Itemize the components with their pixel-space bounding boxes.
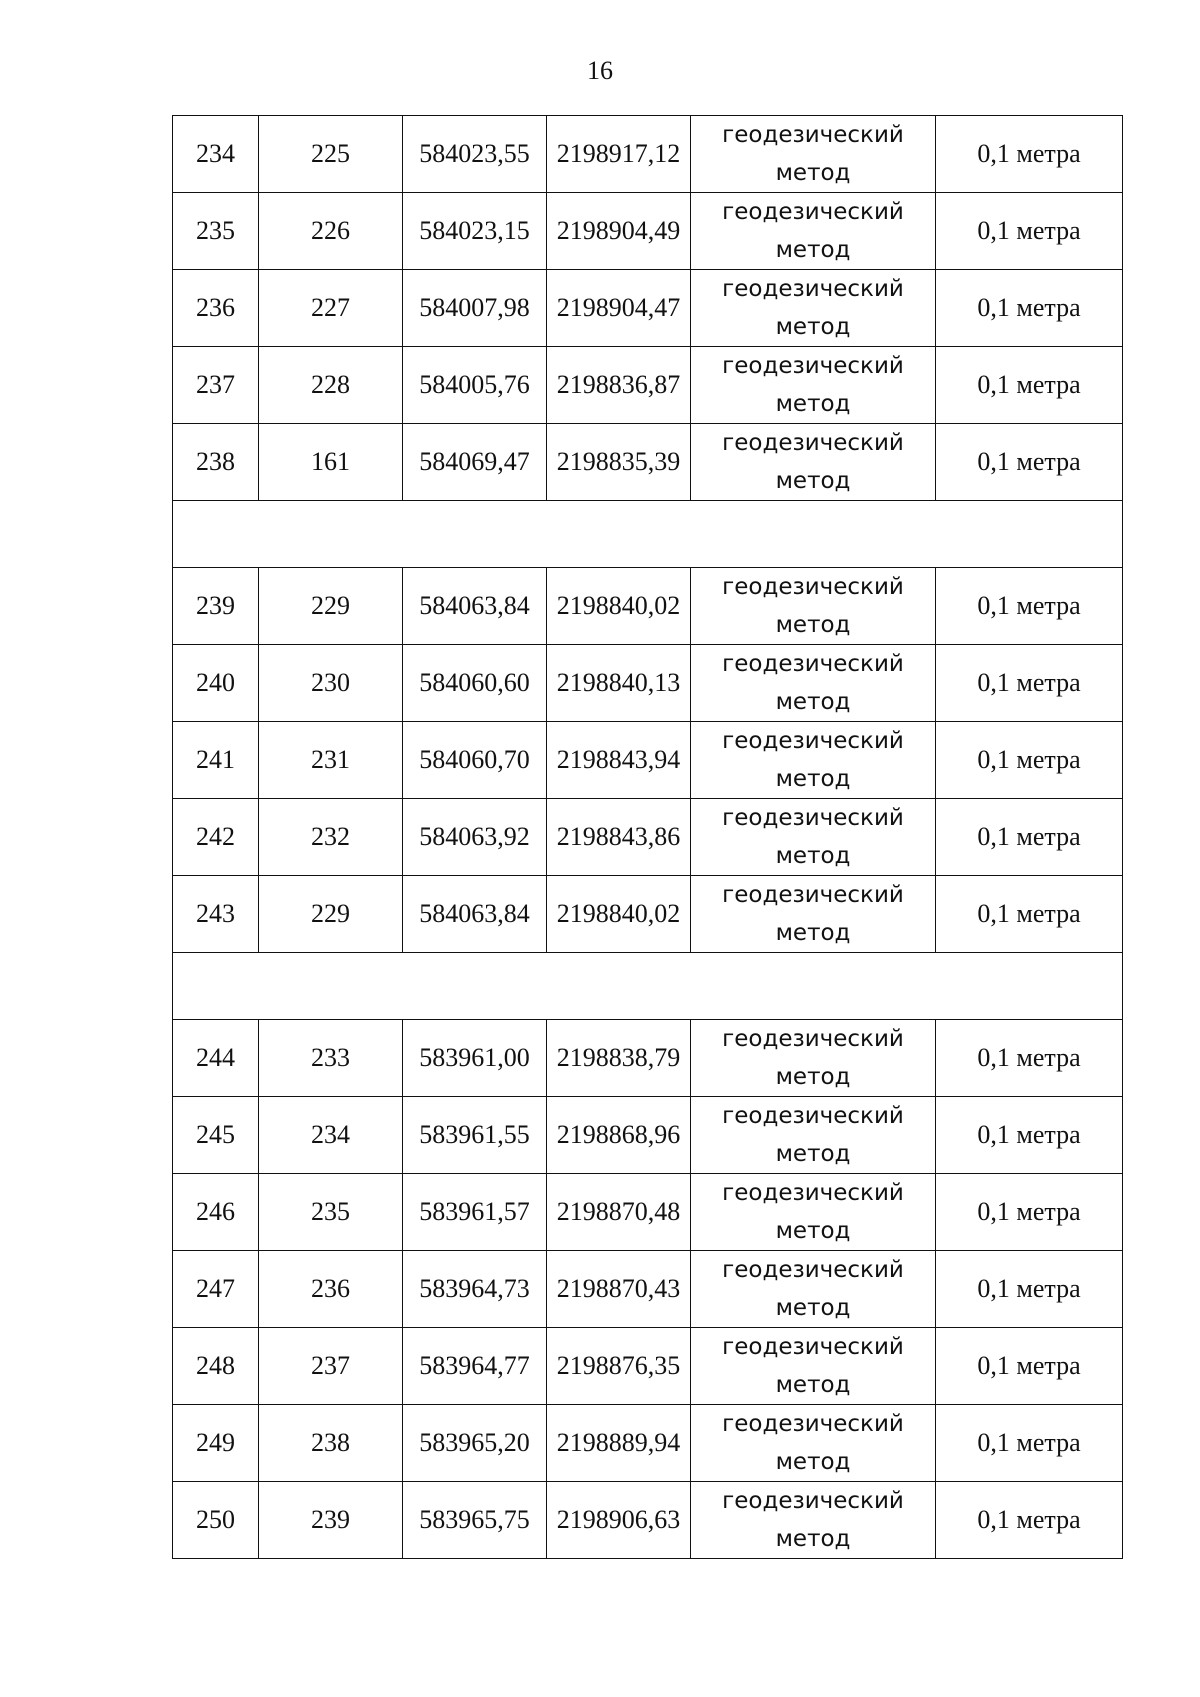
x-coordinate-cell: 583961,00 bbox=[403, 1020, 547, 1097]
method-line-1: геодезический bbox=[722, 1257, 904, 1283]
section-separator-cell bbox=[173, 953, 1123, 1020]
accuracy-cell: 0,1 метра bbox=[936, 645, 1123, 722]
accuracy-cell: 0,1 метра bbox=[936, 424, 1123, 501]
method-cell bbox=[691, 1174, 936, 1251]
point-number-cell: 234 bbox=[259, 1097, 403, 1174]
x-coordinate-cell: 584063,84 bbox=[403, 568, 547, 645]
row-number-cell: 239 bbox=[173, 568, 259, 645]
point-number-cell: 228 bbox=[259, 347, 403, 424]
method-line-1: геодезический bbox=[722, 1103, 904, 1129]
table-row bbox=[173, 1405, 1123, 1482]
x-coordinate-cell: 584023,55 bbox=[403, 116, 547, 193]
method-line-1: геодезический bbox=[722, 199, 904, 225]
x-coordinate-cell: 584063,84 bbox=[403, 876, 547, 953]
method-line-2: метод bbox=[775, 1372, 851, 1398]
y-coordinate-cell: 2198876,35 bbox=[547, 1328, 691, 1405]
method-cell bbox=[691, 799, 936, 876]
y-coordinate-cell: 2198889,94 bbox=[547, 1405, 691, 1482]
point-number-cell: 236 bbox=[259, 1251, 403, 1328]
method-line-2: метод bbox=[775, 1141, 851, 1167]
method-cell bbox=[691, 270, 936, 347]
method-line-1: геодезический bbox=[722, 805, 904, 831]
method-line-2: метод bbox=[775, 920, 851, 946]
accuracy-cell: 0,1 метра bbox=[936, 1251, 1123, 1328]
row-number-cell: 247 bbox=[173, 1251, 259, 1328]
method-line-2: метод bbox=[775, 391, 851, 417]
table-row bbox=[173, 347, 1123, 424]
accuracy-cell: 0,1 метра bbox=[936, 799, 1123, 876]
row-number-cell: 237 bbox=[173, 347, 259, 424]
method-line-2: метод bbox=[775, 314, 851, 340]
method-line-1: геодезический bbox=[722, 1411, 904, 1437]
table-row bbox=[173, 645, 1123, 722]
x-coordinate-cell: 584005,76 bbox=[403, 347, 547, 424]
row-number-cell: 241 bbox=[173, 722, 259, 799]
method-line-1: геодезический bbox=[722, 353, 904, 379]
y-coordinate-cell: 2198904,49 bbox=[547, 193, 691, 270]
row-number-cell: 243 bbox=[173, 876, 259, 953]
point-number-cell: 233 bbox=[259, 1020, 403, 1097]
point-number-cell: 231 bbox=[259, 722, 403, 799]
method-cell bbox=[691, 568, 936, 645]
method-cell bbox=[691, 1020, 936, 1097]
method-cell bbox=[691, 722, 936, 799]
y-coordinate-cell: 2198904,47 bbox=[547, 270, 691, 347]
y-coordinate-cell: 2198840,13 bbox=[547, 645, 691, 722]
table-row bbox=[173, 424, 1123, 501]
method-line-2: метод bbox=[775, 766, 851, 792]
table-row bbox=[173, 876, 1123, 953]
y-coordinate-cell: 2198840,02 bbox=[547, 568, 691, 645]
method-line-2: метод bbox=[775, 237, 851, 263]
accuracy-cell: 0,1 метра bbox=[936, 876, 1123, 953]
table-row bbox=[173, 1020, 1123, 1097]
x-coordinate-cell: 584060,70 bbox=[403, 722, 547, 799]
section-separator-row bbox=[173, 501, 1123, 568]
method-cell bbox=[691, 347, 936, 424]
table-row bbox=[173, 1251, 1123, 1328]
section-separator-cell bbox=[173, 501, 1123, 568]
x-coordinate-cell: 583965,75 bbox=[403, 1482, 547, 1559]
coordinates-table bbox=[172, 115, 1123, 1559]
method-line-2: метод bbox=[775, 468, 851, 494]
y-coordinate-cell: 2198843,94 bbox=[547, 722, 691, 799]
x-coordinate-cell: 584063,92 bbox=[403, 799, 547, 876]
x-coordinate-cell: 583964,77 bbox=[403, 1328, 547, 1405]
y-coordinate-cell: 2198868,96 bbox=[547, 1097, 691, 1174]
method-cell bbox=[691, 424, 936, 501]
table-row bbox=[173, 722, 1123, 799]
row-number-cell: 242 bbox=[173, 799, 259, 876]
table-row bbox=[173, 799, 1123, 876]
method-line-2: метод bbox=[775, 1526, 851, 1552]
table-row bbox=[173, 270, 1123, 347]
x-coordinate-cell: 583961,57 bbox=[403, 1174, 547, 1251]
row-number-cell: 249 bbox=[173, 1405, 259, 1482]
point-number-cell: 229 bbox=[259, 876, 403, 953]
accuracy-cell: 0,1 метра bbox=[936, 116, 1123, 193]
page-number: 16 bbox=[587, 56, 613, 85]
x-coordinate-cell: 583964,73 bbox=[403, 1251, 547, 1328]
row-number-cell: 240 bbox=[173, 645, 259, 722]
method-cell bbox=[691, 1097, 936, 1174]
x-coordinate-cell: 584023,15 bbox=[403, 193, 547, 270]
y-coordinate-cell: 2198838,79 bbox=[547, 1020, 691, 1097]
method-cell bbox=[691, 1251, 936, 1328]
table-row bbox=[173, 1174, 1123, 1251]
method-line-2: метод bbox=[775, 843, 851, 869]
method-line-2: метод bbox=[775, 689, 851, 715]
accuracy-cell: 0,1 метра bbox=[936, 347, 1123, 424]
accuracy-cell: 0,1 метра bbox=[936, 1482, 1123, 1559]
accuracy-cell: 0,1 метра bbox=[936, 1405, 1123, 1482]
table-row bbox=[173, 1482, 1123, 1559]
accuracy-cell: 0,1 метра bbox=[936, 1097, 1123, 1174]
accuracy-cell: 0,1 метра bbox=[936, 270, 1123, 347]
accuracy-cell: 0,1 метра bbox=[936, 1328, 1123, 1405]
point-number-cell: 161 bbox=[259, 424, 403, 501]
row-number-cell: 245 bbox=[173, 1097, 259, 1174]
method-cell bbox=[691, 1405, 936, 1482]
point-number-cell: 235 bbox=[259, 1174, 403, 1251]
y-coordinate-cell: 2198836,87 bbox=[547, 347, 691, 424]
method-line-1: геодезический bbox=[722, 1488, 904, 1514]
accuracy-cell: 0,1 метра bbox=[936, 568, 1123, 645]
row-number-cell: 248 bbox=[173, 1328, 259, 1405]
point-number-cell: 230 bbox=[259, 645, 403, 722]
method-line-2: метод bbox=[775, 1064, 851, 1090]
method-line-1: геодезический bbox=[722, 276, 904, 302]
table-row bbox=[173, 568, 1123, 645]
point-number-cell: 237 bbox=[259, 1328, 403, 1405]
accuracy-cell: 0,1 метра bbox=[936, 722, 1123, 799]
method-cell bbox=[691, 645, 936, 722]
coordinates-table-body bbox=[173, 116, 1123, 1559]
row-number-cell: 238 bbox=[173, 424, 259, 501]
x-coordinate-cell: 584007,98 bbox=[403, 270, 547, 347]
point-number-cell: 229 bbox=[259, 568, 403, 645]
table-row bbox=[173, 1328, 1123, 1405]
x-coordinate-cell: 583961,55 bbox=[403, 1097, 547, 1174]
method-line-1: геодезический bbox=[722, 882, 904, 908]
point-number-cell: 238 bbox=[259, 1405, 403, 1482]
method-line-1: геодезический bbox=[722, 728, 904, 754]
y-coordinate-cell: 2198870,48 bbox=[547, 1174, 691, 1251]
method-line-2: метод bbox=[775, 1449, 851, 1475]
accuracy-cell: 0,1 метра bbox=[936, 1174, 1123, 1251]
y-coordinate-cell: 2198906,63 bbox=[547, 1482, 691, 1559]
y-coordinate-cell: 2198840,02 bbox=[547, 876, 691, 953]
method-cell bbox=[691, 193, 936, 270]
section-separator-row bbox=[173, 953, 1123, 1020]
method-cell bbox=[691, 116, 936, 193]
x-coordinate-cell: 583965,20 bbox=[403, 1405, 547, 1482]
method-line-2: метод bbox=[775, 1295, 851, 1321]
method-line-2: метод bbox=[775, 1218, 851, 1244]
method-line-2: метод bbox=[775, 612, 851, 638]
y-coordinate-cell: 2198917,12 bbox=[547, 116, 691, 193]
table-row bbox=[173, 193, 1123, 270]
table-row bbox=[173, 1097, 1123, 1174]
method-line-1: геодезический bbox=[722, 1180, 904, 1206]
row-number-cell: 246 bbox=[173, 1174, 259, 1251]
y-coordinate-cell: 2198843,86 bbox=[547, 799, 691, 876]
accuracy-cell: 0,1 метра bbox=[936, 193, 1123, 270]
point-number-cell: 232 bbox=[259, 799, 403, 876]
accuracy-cell: 0,1 метра bbox=[936, 1020, 1123, 1097]
row-number-cell: 244 bbox=[173, 1020, 259, 1097]
method-line-2: метод bbox=[775, 160, 851, 186]
point-number-cell: 227 bbox=[259, 270, 403, 347]
row-number-cell: 235 bbox=[173, 193, 259, 270]
method-cell bbox=[691, 1328, 936, 1405]
point-number-cell: 239 bbox=[259, 1482, 403, 1559]
point-number-cell: 225 bbox=[259, 116, 403, 193]
point-number-cell: 226 bbox=[259, 193, 403, 270]
method-line-1: геодезический bbox=[722, 574, 904, 600]
x-coordinate-cell: 584060,60 bbox=[403, 645, 547, 722]
x-coordinate-cell: 584069,47 bbox=[403, 424, 547, 501]
row-number-cell: 250 bbox=[173, 1482, 259, 1559]
method-line-1: геодезический bbox=[722, 1026, 904, 1052]
row-number-cell: 234 bbox=[173, 116, 259, 193]
method-line-1: геодезический bbox=[722, 1334, 904, 1360]
method-line-1: геодезический bbox=[722, 122, 904, 148]
y-coordinate-cell: 2198870,43 bbox=[547, 1251, 691, 1328]
table-row bbox=[173, 116, 1123, 193]
method-line-1: геодезический bbox=[722, 651, 904, 677]
method-cell bbox=[691, 1482, 936, 1559]
row-number-cell: 236 bbox=[173, 270, 259, 347]
y-coordinate-cell: 2198835,39 bbox=[547, 424, 691, 501]
method-cell bbox=[691, 876, 936, 953]
method-line-1: геодезический bbox=[722, 430, 904, 456]
